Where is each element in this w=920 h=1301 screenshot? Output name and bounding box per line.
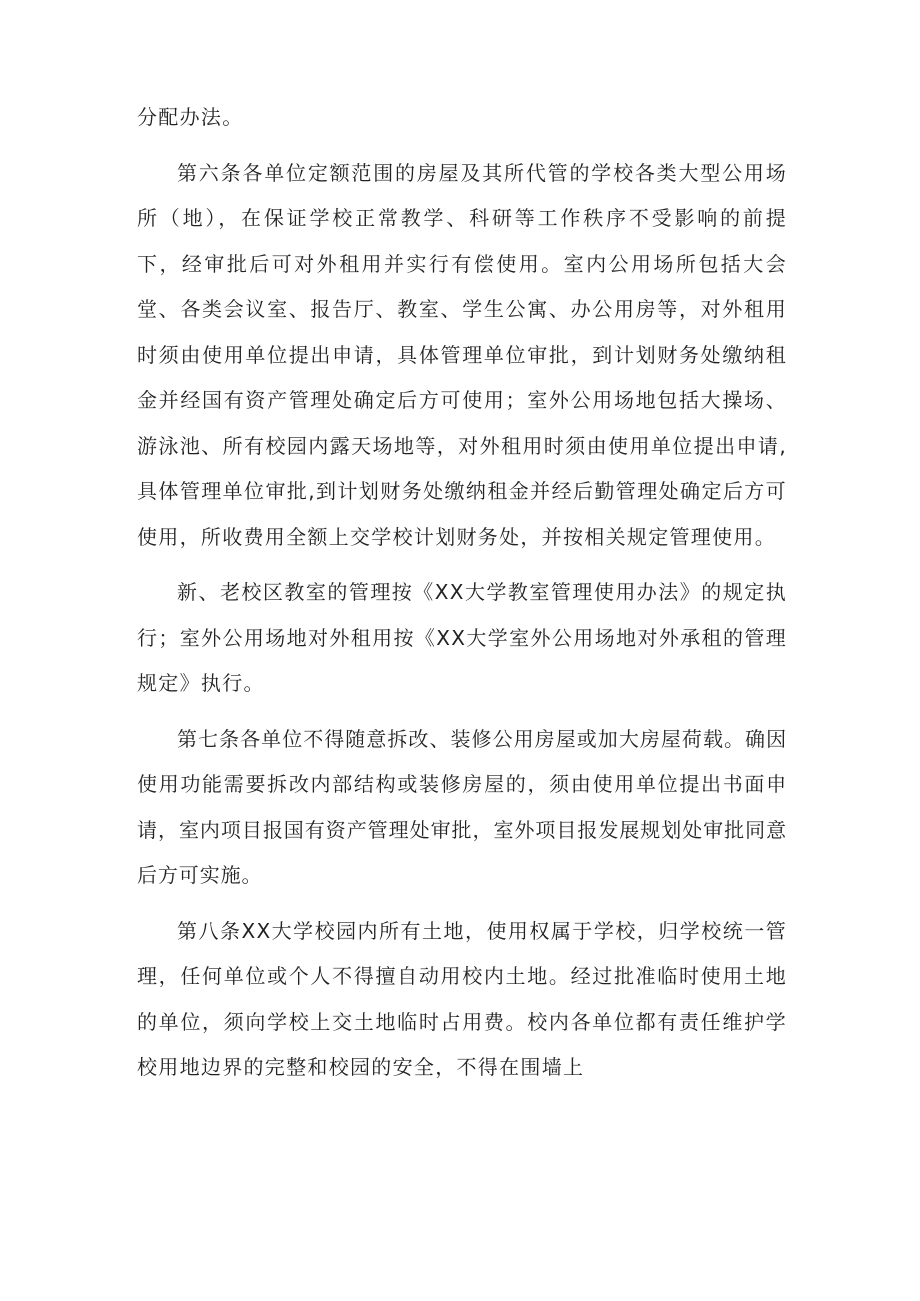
- document-body: [137, 95, 787, 1101]
- paragraph-article-6: 第六条各单位定额范围的房屋及其所代管的学校各类大型公用场所（地），在保证学校正常教学、科研等工作秩序不受影响的前提下，经审批后可对外租用并实行有偿使用。室内公用场所包括大会堂、各类会议室、报告厅、教室、学生公寓、办公用房等，对外租用时须由使用单位提出申请，具体管理单位审批，到计划财务处缴纳租金并经国有资产管理处确定后方可使用；室外公用场地包括大操场、游泳池、所有校园内露天场地等，对外租用时须由使用单位提出申请,具体管理单位审批,到计划财务处缴纳租金并经后勤管理处确定后方可使用，所收费用全额上交学校计划财务处，并按相关规定管理使用。: [137, 160, 787, 549]
- paragraph-continuation: 分配办法。: [137, 105, 244, 129]
- paragraph-classroom-management: 新、老校区教室的管理按《XX大学教室管理使用办法》的规定执行；室外公用场地对外租用按《XX大学室外公用场地对外承租的管理规定》执行。: [137, 580, 787, 695]
- paragraph-article-8: 第八条XX大学校园内所有土地，使用权属于学校，归学校统一管理，任何单位或个人不得擅自动用校内土地。经过批准临时使用土地的单位，须向学校上交土地临时占用费。校内各单位都有责任维护学校用地边界的完整和校园的安全，不得在围墙上: [137, 918, 787, 1079]
- paragraph-article-7: 第七条各单位不得随意拆改、装修公用房屋或加大房屋荷载。确因使用功能需要拆改内部结构或装修房屋的，须由使用单位提出书面申请，室内项目报国有资产管理处审批，室外项目报发展规划处审批同意后方可实施。: [137, 726, 787, 887]
